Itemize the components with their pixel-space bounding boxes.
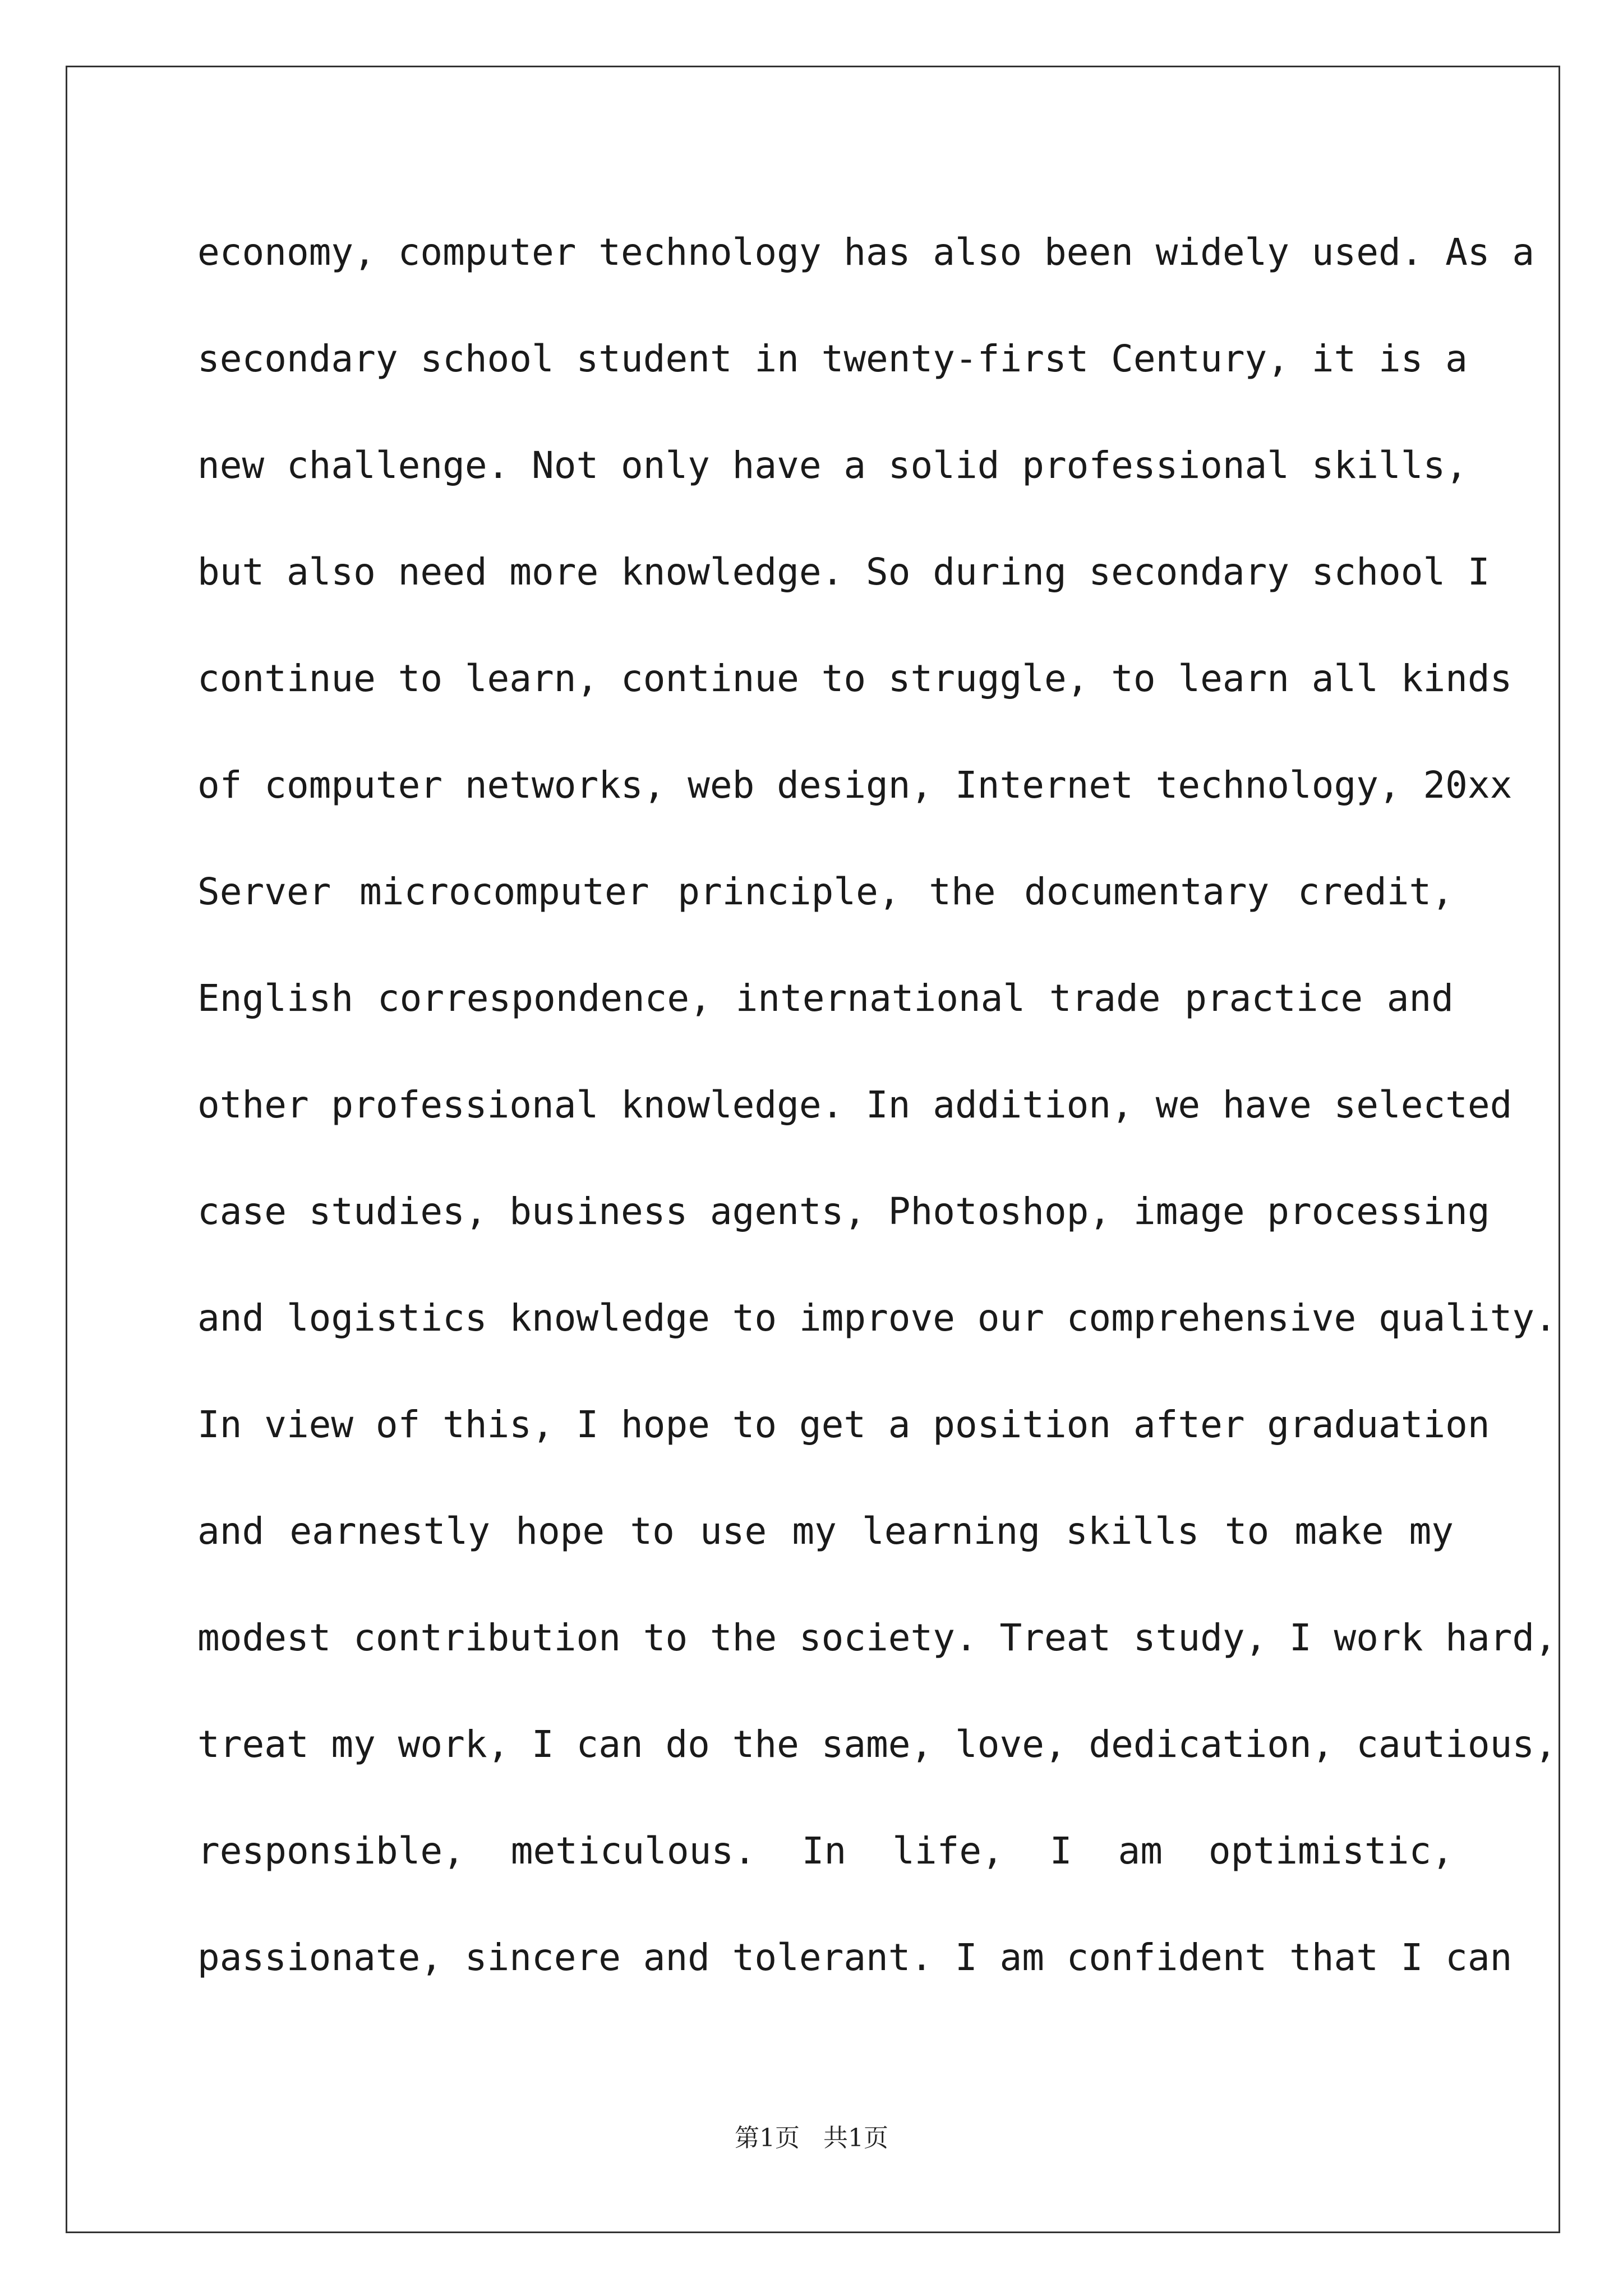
text-line: In view of this, I hope to get a position after graduation — [197, 1403, 1490, 1446]
text-line: but also need more knowledge. So during secondary school I — [197, 550, 1490, 593]
text-line: and earnestly hope to use my learning skills to make my — [197, 1510, 1454, 1553]
text-line: other professional knowledge. In addition, we have selected — [197, 1083, 1513, 1126]
text-line: Server microcomputer principle, the documentary credit, — [197, 870, 1454, 913]
text-line: English correspondence, international trade practice and — [197, 977, 1454, 1020]
document-body — [197, 219, 1557, 2031]
text-line: economy, computer technology has also been widely used. As a — [197, 231, 1535, 274]
text-line: continue to learn, continue to struggle, to learn all kinds — [197, 657, 1513, 700]
text-line: new challenge. Not only have a solid professional skills, — [197, 444, 1468, 487]
text-line: case studies, business agents, Photoshop, image processing — [197, 1190, 1490, 1233]
text-line: secondary school student in twenty-first Century, it is a — [197, 337, 1468, 380]
text-line: and logistics knowledge to improve our comprehensive quality. — [197, 1296, 1557, 1340]
text-line: responsible, meticulous. In life, I am optimistic, — [197, 1829, 1454, 1872]
text-line: of computer networks, web design, Internet technology, 20xx — [197, 763, 1513, 807]
text-line: modest contribution to the society. Treat study, I work hard, — [197, 1616, 1557, 1659]
text-line: passionate, sincere and tolerant. I am confident that I can — [197, 1936, 1513, 1979]
text-line: treat my work, I can do the same, love, dedication, cautious, — [197, 1723, 1557, 1766]
page-number-footer: 第1页 共1页 — [735, 2124, 888, 2152]
